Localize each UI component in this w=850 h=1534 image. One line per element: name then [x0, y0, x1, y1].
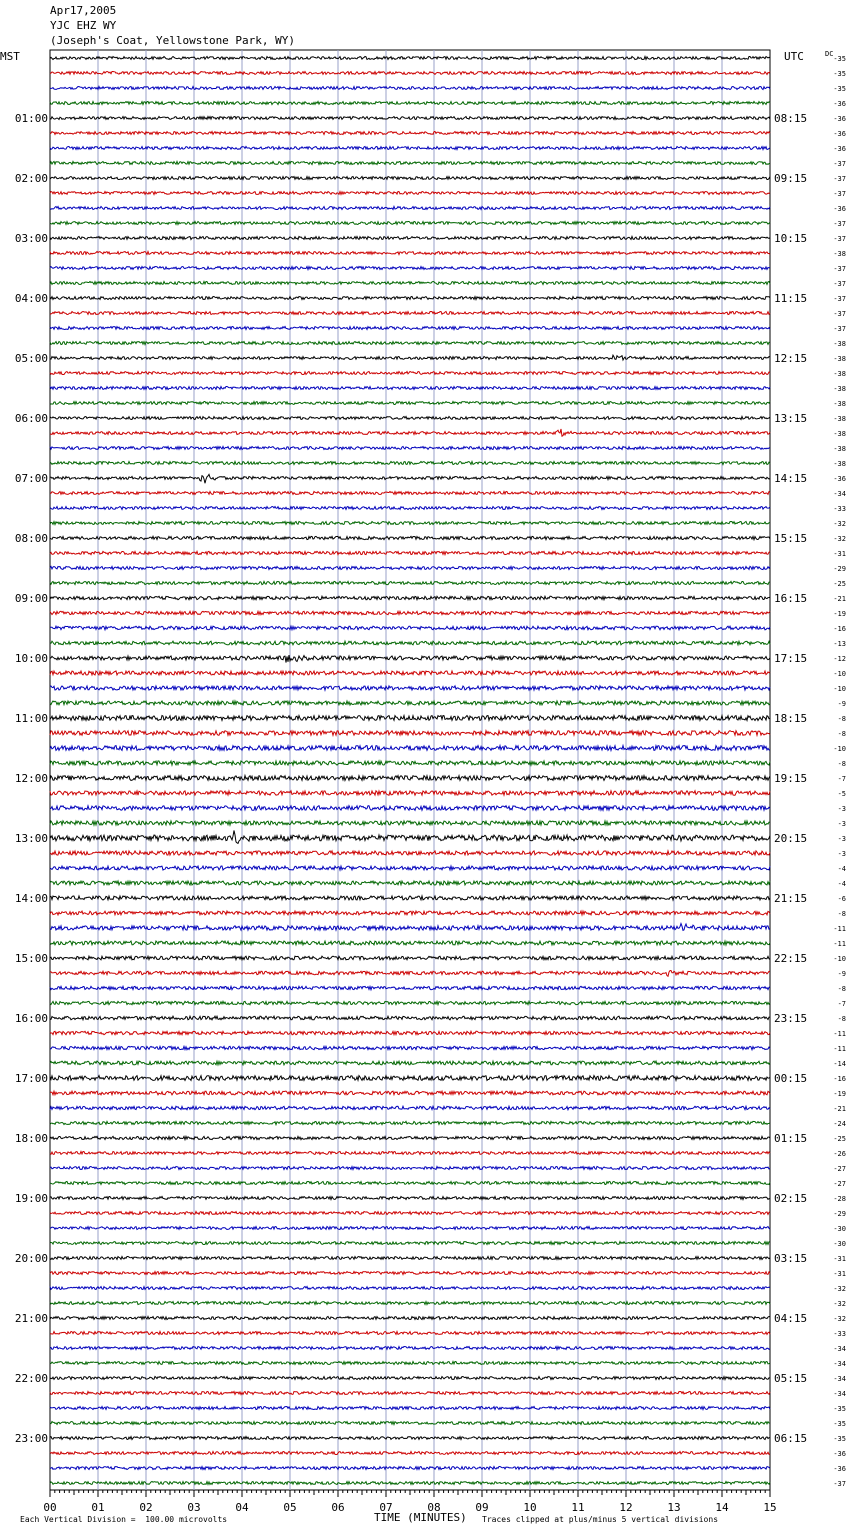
dc-offset-label: -30 [833, 1240, 846, 1248]
seismic-trace [50, 492, 770, 495]
seismic-trace [50, 267, 770, 270]
utc-hour-label: 13:15 [774, 412, 808, 425]
dc-offset-label: -10 [833, 955, 846, 963]
seismic-trace [50, 207, 770, 210]
seismic-trace [50, 372, 770, 375]
seismic-trace [50, 312, 770, 315]
utc-hour-label: 22:15 [774, 952, 808, 965]
mst-axis-title: MST [0, 50, 20, 63]
seismic-trace [50, 1152, 770, 1155]
seismic-trace [50, 237, 770, 240]
utc-hour-label: 08:15 [774, 112, 808, 125]
dc-offset-label: -36 [833, 100, 846, 108]
dc-offset-label: -27 [833, 1180, 846, 1188]
seismic-trace [50, 986, 770, 989]
seismic-trace [50, 1287, 770, 1290]
mst-hour-label: 06:00 [14, 412, 48, 425]
dc-offset-label: -3 [837, 835, 846, 843]
dc-offset-label: -5 [837, 790, 846, 798]
dc-offset-label: -12 [833, 655, 846, 663]
seismic-trace [50, 1121, 770, 1124]
seismic-trace [50, 971, 770, 977]
utc-hour-label: 12:15 [774, 352, 808, 365]
seismic-trace [50, 222, 770, 225]
dc-offset-label: -14 [833, 1060, 846, 1068]
dc-offset-label: -19 [833, 1090, 846, 1098]
dc-offset-label: -9 [837, 700, 846, 708]
dc-offset-label: -35 [833, 1405, 846, 1413]
seismic-trace [50, 881, 770, 885]
mst-hour-label: 18:00 [14, 1132, 48, 1145]
dc-offset-label: -30 [833, 1225, 846, 1233]
dc-offset-label: -38 [833, 370, 846, 378]
mst-hour-label: 21:00 [14, 1312, 48, 1325]
mst-hour-label: 15:00 [14, 952, 48, 965]
utc-hour-label: 15:15 [774, 532, 808, 545]
dc-offset-label: -35 [833, 70, 846, 78]
mst-hour-label: 16:00 [14, 1012, 48, 1025]
seismic-trace [50, 507, 770, 510]
station-code: YJC EHZ WY [50, 19, 117, 32]
seismic-trace [50, 701, 770, 705]
seismic-trace [50, 1392, 770, 1395]
seismic-trace [50, 746, 770, 751]
dc-label: DC [825, 50, 834, 58]
x-tick-label: 07 [379, 1501, 393, 1514]
seismic-trace [50, 716, 770, 721]
utc-hour-label: 16:15 [774, 592, 808, 605]
seismic-trace [50, 1046, 770, 1049]
seismic-trace [50, 536, 770, 539]
x-tick-label: 04 [235, 1501, 249, 1514]
dc-offset-label: -35 [833, 1420, 846, 1428]
seismic-trace [50, 1452, 770, 1455]
seismic-trace [50, 57, 770, 60]
dc-offset-label: -8 [837, 760, 846, 768]
dc-offset-label: -29 [833, 1210, 846, 1218]
mst-hour-label: 23:00 [14, 1432, 48, 1445]
dc-offset-label: -11 [833, 1030, 846, 1038]
x-tick-label: 14 [715, 1501, 729, 1514]
seismic-trace [50, 1437, 770, 1440]
dc-offset-label: -38 [833, 250, 846, 258]
utc-hour-label: 20:15 [774, 832, 808, 845]
seismic-trace [50, 342, 770, 345]
dc-offset-label: -21 [833, 1105, 846, 1113]
dc-offset-label: -3 [837, 805, 846, 813]
mst-hour-label: 13:00 [14, 832, 48, 845]
mst-hour-label: 05:00 [14, 352, 48, 365]
seismic-trace [50, 776, 770, 781]
seismic-trace [50, 806, 770, 811]
x-tick-label: 00 [43, 1501, 57, 1514]
dc-offset-label: -32 [833, 1285, 846, 1293]
dc-offset-label: -31 [833, 1270, 846, 1278]
seismic-trace [50, 132, 770, 135]
seismic-trace [50, 1377, 770, 1380]
dc-offset-label: -36 [833, 475, 846, 483]
seismic-trace [50, 911, 770, 915]
dc-offset-label: -36 [833, 115, 846, 123]
x-tick-label: 03 [187, 1501, 201, 1514]
seismic-trace [50, 1016, 770, 1020]
dc-offset-label: -38 [833, 430, 846, 438]
seismic-trace [50, 1001, 770, 1004]
x-tick-label: 13 [667, 1501, 681, 1514]
x-tick-label: 08 [427, 1501, 441, 1514]
seismic-trace [50, 1302, 770, 1305]
trace-group [50, 57, 770, 1485]
dc-offset-label: -10 [833, 670, 846, 678]
seismic-trace [50, 1317, 770, 1320]
seismic-trace [50, 417, 770, 420]
dc-offset-label: -16 [833, 625, 846, 633]
dc-offset-label: -8 [837, 715, 846, 723]
seismic-trace [50, 611, 770, 614]
seismic-trace [50, 282, 770, 285]
dc-offset-label: -10 [833, 685, 846, 693]
dc-offset-label: -34 [833, 1375, 846, 1383]
dc-offset-label: -32 [833, 520, 846, 528]
dc-offset-label: -32 [833, 1315, 846, 1323]
dc-offset-label: -38 [833, 340, 846, 348]
seismic-trace [50, 327, 770, 330]
utc-hour-label: 21:15 [774, 892, 808, 905]
dc-offset-label: -35 [833, 55, 846, 63]
seismic-trace [50, 1136, 770, 1139]
seismic-trace [50, 1197, 770, 1200]
seismic-trace [50, 1272, 770, 1275]
dc-offset-label: -38 [833, 415, 846, 423]
seismic-trace [50, 1227, 770, 1230]
seismic-trace [50, 402, 770, 405]
dc-offset-label: -34 [833, 1345, 846, 1353]
dc-offset-label: -8 [837, 1015, 846, 1023]
station-location: (Joseph's Coat, Yellowstone Park, WY) [50, 34, 296, 47]
seismic-trace [50, 522, 770, 525]
utc-hour-label: 19:15 [774, 772, 808, 785]
utc-hour-label: 23:15 [774, 1012, 808, 1025]
mst-hour-label: 07:00 [14, 472, 48, 485]
dc-offset-label: -37 [833, 190, 846, 198]
dc-offset-label: -38 [833, 460, 846, 468]
seismic-trace [50, 72, 770, 75]
seismic-trace [50, 1332, 770, 1335]
seismic-trace [50, 1076, 770, 1081]
seismic-trace [50, 566, 770, 569]
seismic-trace [50, 1091, 770, 1095]
mst-hour-label: 22:00 [14, 1372, 48, 1385]
dc-offset-label: -6 [837, 895, 846, 903]
seismic-trace [50, 596, 770, 599]
dc-offset-label: -36 [833, 205, 846, 213]
dc-offset-label: -37 [833, 265, 846, 273]
dc-offset-label: -8 [837, 910, 846, 918]
seismic-trace [50, 956, 770, 960]
utc-hour-label: 09:15 [774, 172, 808, 185]
dc-offset-label: -36 [833, 145, 846, 153]
utc-hour-label: 01:15 [774, 1132, 808, 1145]
utc-hour-label: 10:15 [774, 232, 808, 245]
dc-offset-label: -7 [837, 1000, 846, 1008]
chart-grid [50, 50, 770, 1497]
x-tick-label: 05 [283, 1501, 297, 1514]
seismic-trace [50, 1031, 770, 1034]
dc-offset-label: -32 [833, 1300, 846, 1308]
seismic-trace [50, 1407, 770, 1410]
mst-hour-label: 17:00 [14, 1072, 48, 1085]
dc-offset-label: -33 [833, 1330, 846, 1338]
utc-hour-label: 04:15 [774, 1312, 808, 1325]
mst-hour-label: 19:00 [14, 1192, 48, 1205]
seismic-trace [50, 429, 770, 436]
dc-offset-label: -36 [833, 1465, 846, 1473]
dc-offset-label: -16 [833, 1075, 846, 1083]
seismic-trace [50, 1106, 770, 1109]
utc-hour-label: 11:15 [774, 292, 808, 305]
seismic-trace [50, 686, 770, 690]
dc-offset-label: -25 [833, 580, 846, 588]
mst-hour-label: 03:00 [14, 232, 48, 245]
x-tick-label: 01 [91, 1501, 105, 1514]
x-tick-label: 09 [475, 1501, 489, 1514]
seismic-trace [50, 821, 770, 825]
seismic-trace [50, 831, 770, 844]
mst-hour-label: 04:00 [14, 292, 48, 305]
mst-hour-label: 10:00 [14, 652, 48, 665]
dc-offset-label: -13 [833, 640, 846, 648]
seismic-trace [50, 626, 770, 630]
x-tick-label: 06 [331, 1501, 345, 1514]
mst-hour-label: 12:00 [14, 772, 48, 785]
dc-offset-label: -38 [833, 445, 846, 453]
seismic-trace [50, 941, 770, 945]
dc-offset-label: -8 [837, 730, 846, 738]
dc-offset-label: -38 [833, 400, 846, 408]
dc-offset-label: -10 [833, 745, 846, 753]
seismic-trace [50, 851, 770, 855]
dc-offset-label: -32 [833, 535, 846, 543]
x-tick-label: 11 [571, 1501, 585, 1514]
seismic-trace [50, 866, 770, 870]
seismic-trace [50, 117, 770, 120]
dc-offset-label: -11 [833, 925, 846, 933]
dc-offset-label: -4 [837, 865, 846, 873]
mst-hour-label: 20:00 [14, 1252, 48, 1265]
x-axis-label: TIME (MINUTES) [374, 1511, 467, 1524]
seismic-trace [50, 731, 770, 736]
seismic-trace [50, 551, 770, 554]
dc-offset-label: -38 [833, 385, 846, 393]
dc-offset-label: -11 [833, 1045, 846, 1053]
seismic-trace [50, 761, 770, 765]
dc-offset-label: -35 [833, 85, 846, 93]
x-tick-label: 10 [523, 1501, 537, 1514]
dc-offset-label: -31 [833, 1255, 846, 1263]
utc-hour-label: 14:15 [774, 472, 808, 485]
seismic-trace [50, 387, 770, 390]
mst-hour-label: 14:00 [14, 892, 48, 905]
dc-offset-label: -37 [833, 175, 846, 183]
seismic-trace [50, 177, 770, 180]
seismic-trace [50, 1257, 770, 1260]
utc-hour-label: 03:15 [774, 1252, 808, 1265]
dc-offset-label: -21 [833, 595, 846, 603]
seismic-trace [50, 1167, 770, 1170]
dc-offset-label: -7 [837, 775, 846, 783]
seismic-trace [50, 1467, 770, 1470]
dc-offset-label: -34 [833, 490, 846, 498]
seismic-trace [50, 447, 770, 450]
seismic-trace [50, 147, 770, 150]
dc-offset-label: -33 [833, 505, 846, 513]
dc-offset-label: -37 [833, 280, 846, 288]
chart-date: Apr17,2005 [50, 4, 117, 17]
dc-offset-label: -37 [833, 325, 846, 333]
dc-offset-label: -34 [833, 1360, 846, 1368]
utc-hour-label: 02:15 [774, 1192, 808, 1205]
seismic-trace [50, 1061, 770, 1065]
dc-offset-label: -37 [833, 1480, 846, 1488]
seismic-trace [50, 655, 770, 662]
dc-offset-label: -24 [833, 1120, 846, 1128]
dc-offset-label: -25 [833, 1135, 846, 1143]
dc-offset-label: -34 [833, 1390, 846, 1398]
seismic-trace [50, 1182, 770, 1185]
utc-hour-label: 18:15 [774, 712, 808, 725]
dc-offset-label: -28 [833, 1195, 846, 1203]
seismic-trace [50, 1212, 770, 1215]
dc-offset-label: -36 [833, 130, 846, 138]
seismic-trace [50, 102, 770, 105]
mst-hour-label: 11:00 [14, 712, 48, 725]
seismic-trace [50, 581, 770, 584]
x-tick-label: 12 [619, 1501, 633, 1514]
dc-offset-label: -27 [833, 1165, 846, 1173]
seismic-trace [50, 924, 770, 931]
seismic-trace [50, 192, 770, 195]
seismic-trace [50, 1242, 770, 1245]
seismic-trace [50, 1362, 770, 1365]
clip-note: Traces clipped at plus/minus 5 vertical divisions [482, 1515, 719, 1524]
dc-offset-label: -37 [833, 160, 846, 168]
seismic-trace [50, 791, 770, 795]
utc-axis-title: UTC [784, 50, 804, 63]
dc-offset-label: -37 [833, 220, 846, 228]
utc-hour-label: 05:15 [774, 1372, 808, 1385]
dc-offset-label: -9 [837, 970, 846, 978]
dc-offset-label: -11 [833, 940, 846, 948]
seismic-trace [50, 1347, 770, 1350]
x-tick-label: 02 [139, 1501, 153, 1514]
seismic-trace [50, 462, 770, 465]
dc-offset-label: -19 [833, 610, 846, 618]
seismic-trace [50, 896, 770, 900]
scale-note: Each Vertical Division = 100.00 microvolts [20, 1515, 228, 1524]
dc-offset-label: -3 [837, 850, 846, 858]
dc-offset-label: -3 [837, 820, 846, 828]
utc-hour-label: 17:15 [774, 652, 808, 665]
x-tick-label: 15 [763, 1501, 777, 1514]
seismic-trace [50, 641, 770, 645]
dc-offset-label: -35 [833, 1435, 846, 1443]
seismic-trace [50, 474, 770, 483]
seismic-trace [50, 1482, 770, 1485]
mst-hour-label: 02:00 [14, 172, 48, 185]
dc-offset-label: -4 [837, 880, 846, 888]
dc-offset-label: -37 [833, 235, 846, 243]
utc-hour-label: 06:15 [774, 1432, 808, 1445]
dc-offset-label: -37 [833, 295, 846, 303]
dc-offset-label: -8 [837, 985, 846, 993]
mst-hour-label: 09:00 [14, 592, 48, 605]
dc-offset-label: -38 [833, 355, 846, 363]
dc-offset-label: -29 [833, 565, 846, 573]
seismic-trace [50, 252, 770, 255]
seismic-trace [50, 87, 770, 90]
dc-offset-label: -26 [833, 1150, 846, 1158]
mst-hour-label: 08:00 [14, 532, 48, 545]
dc-offset-label: -37 [833, 310, 846, 318]
dc-offset-label: -36 [833, 1450, 846, 1458]
dc-offset-label: -31 [833, 550, 846, 558]
seismic-trace [50, 671, 770, 675]
utc-hour-label: 00:15 [774, 1072, 808, 1085]
seismic-trace [50, 297, 770, 300]
seismic-trace [50, 355, 770, 360]
seismic-trace [50, 1422, 770, 1425]
seismic-trace [50, 162, 770, 165]
mst-hour-label: 01:00 [14, 112, 48, 125]
